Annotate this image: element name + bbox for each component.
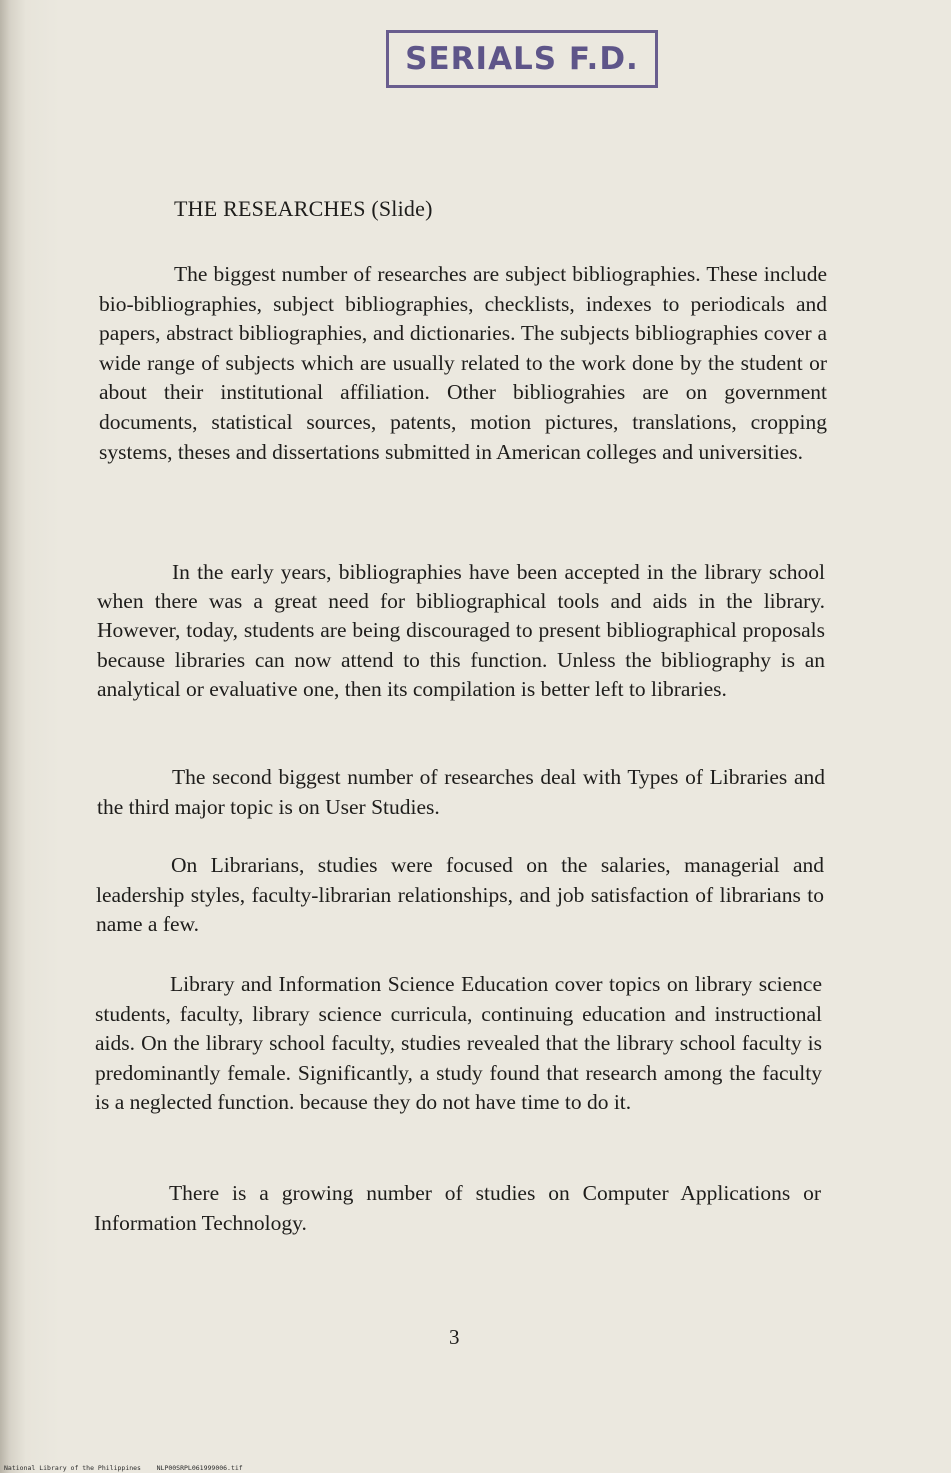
section-heading: THE RESEARCHES (Slide) — [174, 196, 433, 221]
page-number: 3 — [449, 1325, 460, 1349]
paragraph-3: The second biggest number of researches deal with Types of Libraries and the third major topic is on User Studies. — [97, 765, 825, 819]
serials-stamp: SERIALS F.D. — [386, 30, 658, 88]
paragraph-4: On Librarians, studies were focused on the salaries, managerial and leadership styles, faculty-librarian relationships, and job satisfaction of librarians to name a few. — [96, 853, 824, 937]
paragraph-5: Library and Information Science Education cover topics on library science students, faculty, library science curricula, continuing education and instructional aids. On the library school faculty, studies revealed that the library school faculty is predominantly female. Significantly, a study found that research among the faculty is a neglected function. because they do not have time to do it. — [95, 972, 822, 1115]
paragraph-1: The biggest number of researches are subject bibliographies. These include bio-bibliographies, subject bibliographies, checklists, indexes to periodicals and papers, abstract bibliographies, and dictionaries. The subjects bibliographies cover a wide range of subjects which are usually related to the work done by the student or about their institutional affiliation. Other bibliograhies are on government documents, statistical sources, patents, motion pictures, translations, cropping systems, theses and dissertations submitted in American colleges and universities. — [99, 262, 827, 464]
paragraph-2: In the early years, bibliographies have been accepted in the library school when there was a great need for bibliographical tools and aids in the library. However, today, students are being discouraged to present bibliographical proposals because libraries can now attend to this function. Unless the bibliography is an analytical or evaluative one, then its compilation is better left to libraries. — [97, 560, 825, 701]
scan-footer: National Library of the Philippines NLP00SRPL061999006.tif — [4, 1464, 243, 1472]
paragraph-6: There is a growing number of studies on Computer Applications or Information Technology. — [94, 1181, 821, 1235]
